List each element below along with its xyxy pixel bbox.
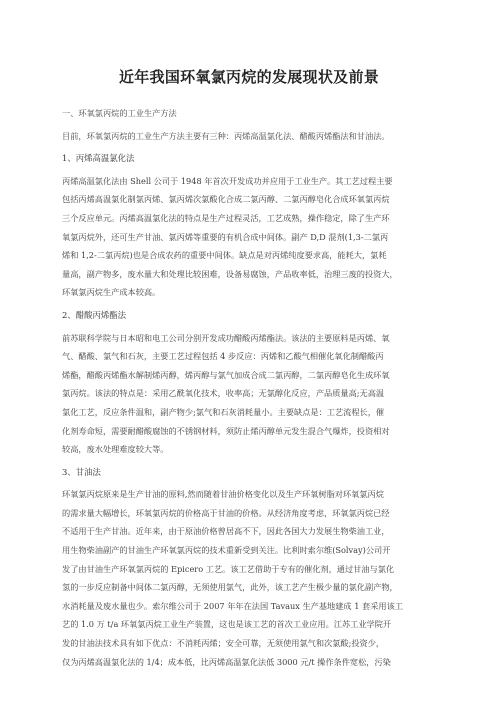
section-2-line: 前苏联科学院与日本昭和电工公司分别开发成功醋酸丙烯酯法。该法的主要原料是丙烯、氧 [62,332,390,343]
section-3-line: 发了由甘油生产环氧氯丙烷的 Epicero 工艺。该工艺借助于专有的催化剂，通过甘油与氯化 [62,563,395,574]
section-3-line: 水消耗量及废水量也少。索尔维公司于 2007 年年在法国 Tavaux 生产基地建成 1 套采用该工 [62,600,403,611]
section-1-line: 量高，副产物多，废水量大和处理比较困难，设备易腐蚀，产品收率低，治理三废的投资大， [62,268,398,279]
section-3-line: 艺的 1.0 万 t/a 环氧氯丙烷工业生产装置，这也是该工艺的首次工业应用。江苏工业学院开 [62,619,392,630]
section-1-heading: 1、丙烯高温氯化法 [62,153,135,164]
section-1-line: 丙烯高温氯化法由 Shell 公司于 1948 年首次开发成功并应用于工业生产。其工艺过程主要 [62,175,393,186]
section-1-line: 烯和 1,2-二氯丙烷)也是合成农药的重要中间体。缺点是对丙烯纯度要求高，能耗大，氯耗 [62,250,387,261]
section-3-line: 发的甘油法技术具有如下优点：不消耗丙烯；安全可靠，无须使用氯气和次氯酸;投资少， [62,638,385,649]
section-3-line: 用生物柴油副产的甘油生产环氧氯丙烷的技术重新受到关注。比利时索尔维(Solvay)公司开 [62,545,391,556]
section-1-line: 三个反应单元。丙烯高温氯化法的特点是生产过程灵活，工艺成熟，操作稳定，除了生产环 [62,212,390,223]
section-2-line: 化剂寿命短，需要耐醋酸腐蚀的不锈钢材料，须防止烯丙醇单元发生混合气爆炸，投资相对 [62,425,390,436]
section-3-body [62,485,436,671]
section-2-line: 较高，废水处理难度较大等。 [62,444,169,455]
section-1-line: 包括丙烯高温氯化制氯丙烯、氯丙烯次氯酸化合成二氯丙醇、二氯丙醇皂化合成环氧氯丙烷 [62,194,390,205]
section-2-body [62,329,436,459]
section-3-line: 仅为丙烯高温氯化法的 1/4；成本低，比丙烯高温氯化法低 3000 元/t 操作条件宽松，污染 [62,656,391,667]
section-2-line: 烯酯，醋酸丙烯酯水解制烯丙醇，烯丙醇与氯气加成合成二氯丙醇，二氯丙醇皂化生成环氧 [62,369,390,380]
section-2-line: 氯丙烷。该法的特点是：采用乙酰氧化技术，收率高；无氯醇化反应，产品质量高;无高温 [62,388,385,399]
section-2-heading: 2、醋酸丙烯酯法 [62,309,126,320]
intro-heading: 一、环氧氯丙烷的工业生产方法 [62,108,177,118]
document-title: 近年我国环氧氯丙烷的发展现状及前景 [118,68,380,86]
section-1-line: 环氧氯丙烷生产成本较高。 [62,287,161,298]
section-1-body [62,172,436,302]
section-3-heading: 3、甘油法 [62,466,101,477]
section-1-line: 氧氯丙烷外，还可生产甘油、氯丙烯等重要的有机合成中间体。副产 D,D 混剂(1,3-二氯丙 [62,231,389,242]
section-3-line: 不适用于生产甘油。近年来，由于原油价格曾居高不下，因此各国大力发展生物柴油工业， [62,526,390,537]
section-2-line: 气、醋酸、氯气和石灰，主要工艺过程包括 4 步反应：丙烯和乙酸气相催化氧化制醋酸丙 [62,351,384,362]
intro-text: 目前，环氧氯丙烷的工业生产方法主要有三种：丙烯高温氯化法、醋酸丙烯酯法和甘油法。 [62,130,390,141]
section-3-line: 的需求量大幅增长，环氧氯丙烷的价格高于甘油的价格。从经济角度考虑，环氧氯丙烷已经 [62,507,390,518]
section-3-line: 氢的一步反应制备中间体二氯丙醇，无须使用氯气，此外，该工艺产生极少量的氯化副产物， [62,582,398,593]
section-3-line: 环氧氯丙烷原来是生产甘油的原料,然而随着甘油价格变化以及生产环氧树脂对环氧氯丙烷 [62,489,384,500]
section-2-line: 氯化工艺，反应条件温和，副产物少;氯气和石灰消耗量小。主要缺点是：工艺流程长，催 [62,406,385,417]
